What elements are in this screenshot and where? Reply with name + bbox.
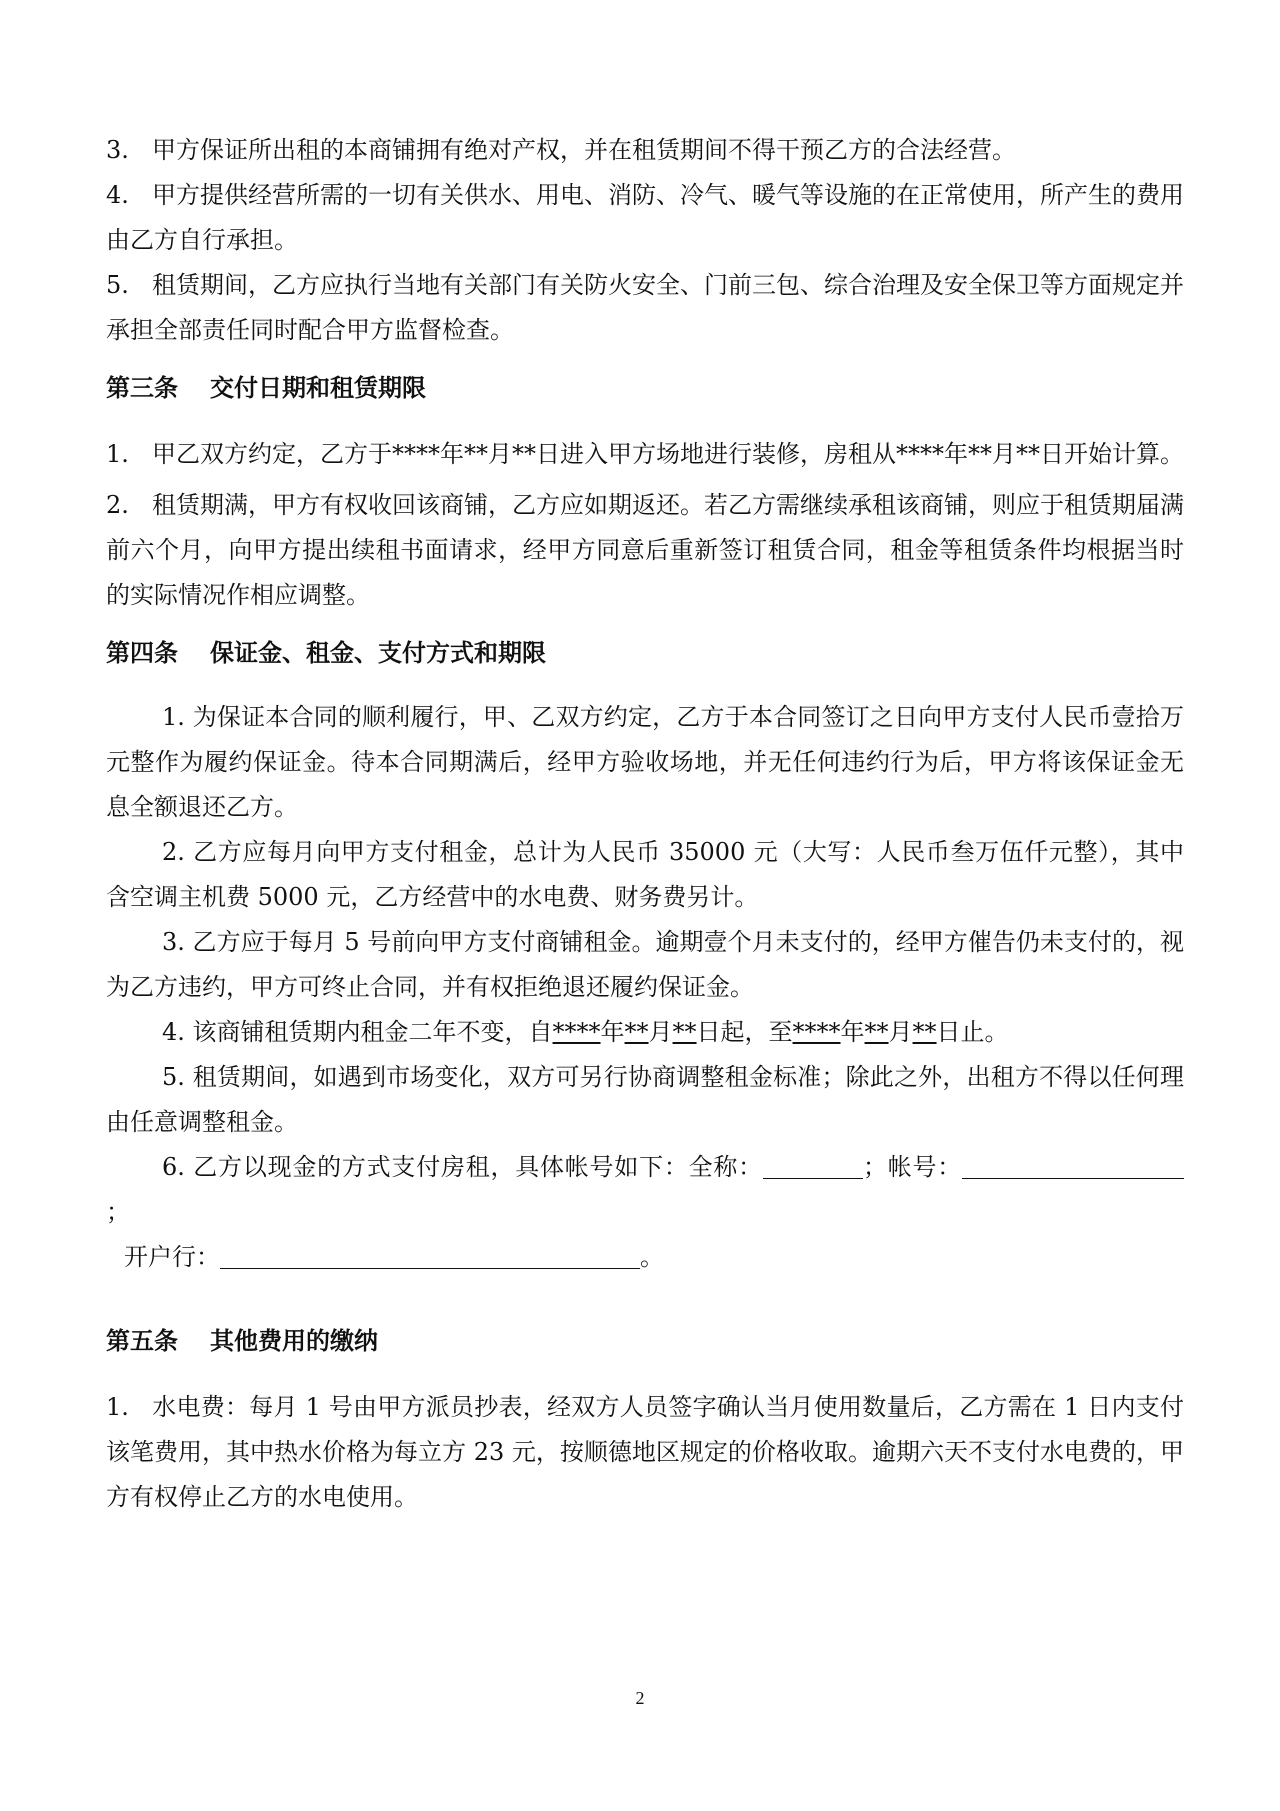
clause-item: 2. 租赁期满，甲方有权收回该商铺，乙方应如期返还。若乙方需继续承租该商铺，则应于租赁期届满前六个月，向甲方提出续租书面请求，经甲方同意后重新签订租赁合同，租金等租赁条件均根据当时的实际情况作相应调整。 bbox=[106, 491, 1184, 609]
clause-item: 6. 乙方以现金的方式支付房租，具体帐号如下：全称： ；帐号：； bbox=[106, 1145, 1184, 1235]
clause-item-continued: 开户行： 。 bbox=[106, 1235, 1184, 1280]
account-number-blank[interactable] bbox=[962, 1150, 1184, 1179]
bank-name-blank[interactable] bbox=[220, 1240, 640, 1269]
clause-item: 1. 水电费：每月 1 号由甲方派员抄表，经双方人员签字确认当月使用数量后，乙方需在 1 日内支付该笔费用，其中热水价格为每立方 23 元，按顺德地区规定的价格收取。逾期六天不支付水电费的，甲方有权停止乙方的水电使用。 bbox=[106, 1393, 1184, 1511]
section2-items bbox=[106, 128, 1184, 353]
clause-item: 4. 该商铺租赁期内租金二年不变，自****年**月**日起，至****年**月**日止。 bbox=[162, 1018, 1009, 1046]
clause-item: 5. 租赁期间，如遇到市场变化，双方可另行协商调整租金标准；除此之外，出租方不得以任何理由任意调整租金。 bbox=[106, 1063, 1184, 1136]
document-page bbox=[106, 128, 1184, 1520]
section3-items bbox=[106, 432, 1184, 618]
clause-item: 1. 为保证本合同的顺利履行，甲、乙双方约定，乙方于本合同签订之日向甲方支付人民币壹拾万元整作为履约保证金。待本合同期满后，经甲方验收场地，并无任何违约行为后，甲方将该保证金无息全额退还乙方。 bbox=[106, 703, 1184, 821]
section-heading: 第三条 交付日期和租赁期限 bbox=[106, 373, 426, 402]
page-number: 2 bbox=[635, 1688, 645, 1708]
clause-item: 2. 乙方应每月向甲方支付租金，总计为人民币 35000 元（大写：人民币叁万伍仟元整），其中含空调主机费 5000 元，乙方经营中的水电费、财务费另计。 bbox=[106, 838, 1184, 911]
section-heading: 第五条 其他费用的缴纳 bbox=[106, 1326, 378, 1355]
clause-item: 1. 甲乙双方约定，乙方于****年**月**日进入甲方场地进行装修，房租从****年**月**日开始计算。 bbox=[106, 440, 1184, 468]
clause-item: 4. 甲方提供经营所需的一切有关供水、用电、消防、冷气、暖气等设施的在正常使用，所产生的费用由乙方自行承担。 bbox=[106, 181, 1184, 254]
account-name-blank[interactable] bbox=[763, 1150, 863, 1179]
clause-item: 5. 租赁期间，乙方应执行当地有关部门有关防火安全、门前三包、综合治理及安全保卫等方面规定并承担全部责任同时配合甲方监督检查。 bbox=[106, 271, 1184, 344]
section4-items bbox=[106, 695, 1184, 1280]
section-heading: 第四条 保证金、租金、支付方式和期限 bbox=[106, 638, 546, 667]
section5-items bbox=[106, 1385, 1184, 1520]
clause-item: 3. 甲方保证所出租的本商铺拥有绝对产权，并在租赁期间不得干预乙方的合法经营。 bbox=[106, 136, 1016, 164]
clause-item: 3. 乙方应于每月 5 号前向甲方支付商铺租金。逾期壹个月未支付的，经甲方催告仍未支付的，视为乙方违约，甲方可终止合同，并有权拒绝退还履约保证金。 bbox=[106, 928, 1184, 1001]
